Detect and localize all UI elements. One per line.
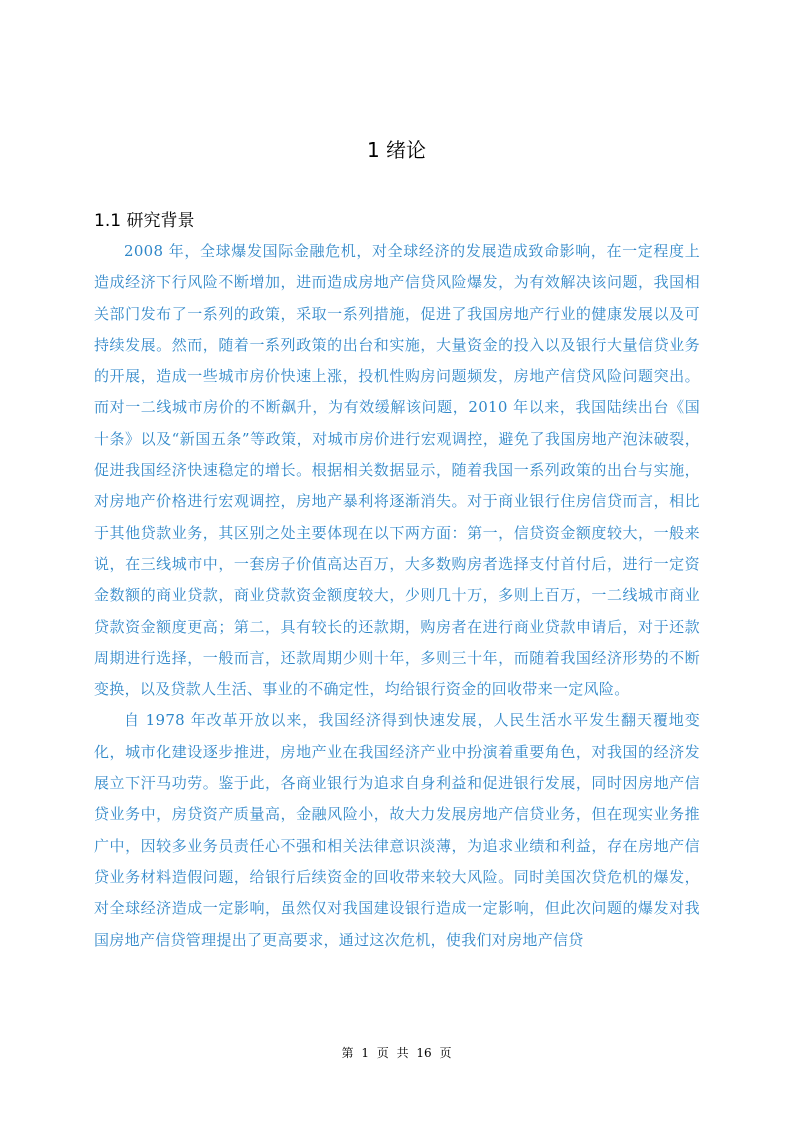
body-text <box>94 236 700 956</box>
section-title: 1.1 研究背景 <box>94 211 195 231</box>
page-footer: 第 1 页 共 16 页 <box>341 1046 452 1060</box>
paragraph: 自 1978 年改革开放以来，我国经济得到快速发展，人民生活水平发生翻天覆地变化，城市化建设逐步推进，房地产业在我国经济产业中扮演着重要角色，对我国的经济发展立下汗马功劳。鉴于此，各商业银行为追求自身利益和促进银行发展，同时因房地产信贷业务中，房贷资产质量高，金融风险小，故大力发展房地产信贷业务，但在现实业务推广中，因较多业务员责任心不强和相关法律意识淡薄，为追求业绩和利益，存在房地产信贷业务材料造假问题，给银行后续资金的回收带来较大风险。同时美国次贷危机的爆发，对全球经济造成一定影响，虽然仅对我国建设银行造成一定影响，但此次问题的爆发对我国房地产信贷管理提出了更高要求，通过这次危机，使我们对房地产信贷 <box>94 711 700 949</box>
chapter-title: 1 绪论 <box>366 138 427 162</box>
paragraph: 2008 年，全球爆发国际金融危机，对全球经济的发展造成致命影响，在一定程度上造成经济下行风险不断增加，进而造成房地产信贷风险爆发，为有效解决该问题，我国相关部门发布了一系列的政策，采取一系列措施，促进了我国房地产行业的健康发展以及可持续发展。然而，随着一系列政策的出台和实施，大量资金的投入以及银行大量信贷业务的开展，造成一些城市房价快速上涨，投机性购房问题频发，房地产信贷风险问题突出。而对一二线城市房价的不断飙升，为有效缓解该问题，2010 年以来，我国陆续出台《国十条》以及“新国五条”等政策，对城市房价进行宏观调控，避免了我国房地产泡沫破裂，促进我国经济快速稳定的增长。根据相关数据显示，随着我国一系列政策的出台与实施，对房地产价格进行宏观调控，房地产暴利将逐渐消失。对于商业银行住房信贷而言，相比于其他贷款业务，其区别之处主要体现在以下两方面：第一，信贷资金额度较大，一般来说，在三线城市中，一套房子价值高达百万，大多数购房者选择支付首付后，进行一定资金数额的商业贷款，商业贷款资金额度较大，少则几十万，多则上百万，一二线城市商业贷款资金额度更高；第二，具有较长的还款期，购房者在进行商业贷款申请后，对于还款周期进行选择，一般而言，还款周期少则十年，多则三十年，而随着我国经济形势的不断变换，以及贷款人生活、事业的不确定性，均给银行资金的回收带来一定风险。 <box>94 242 700 699</box>
